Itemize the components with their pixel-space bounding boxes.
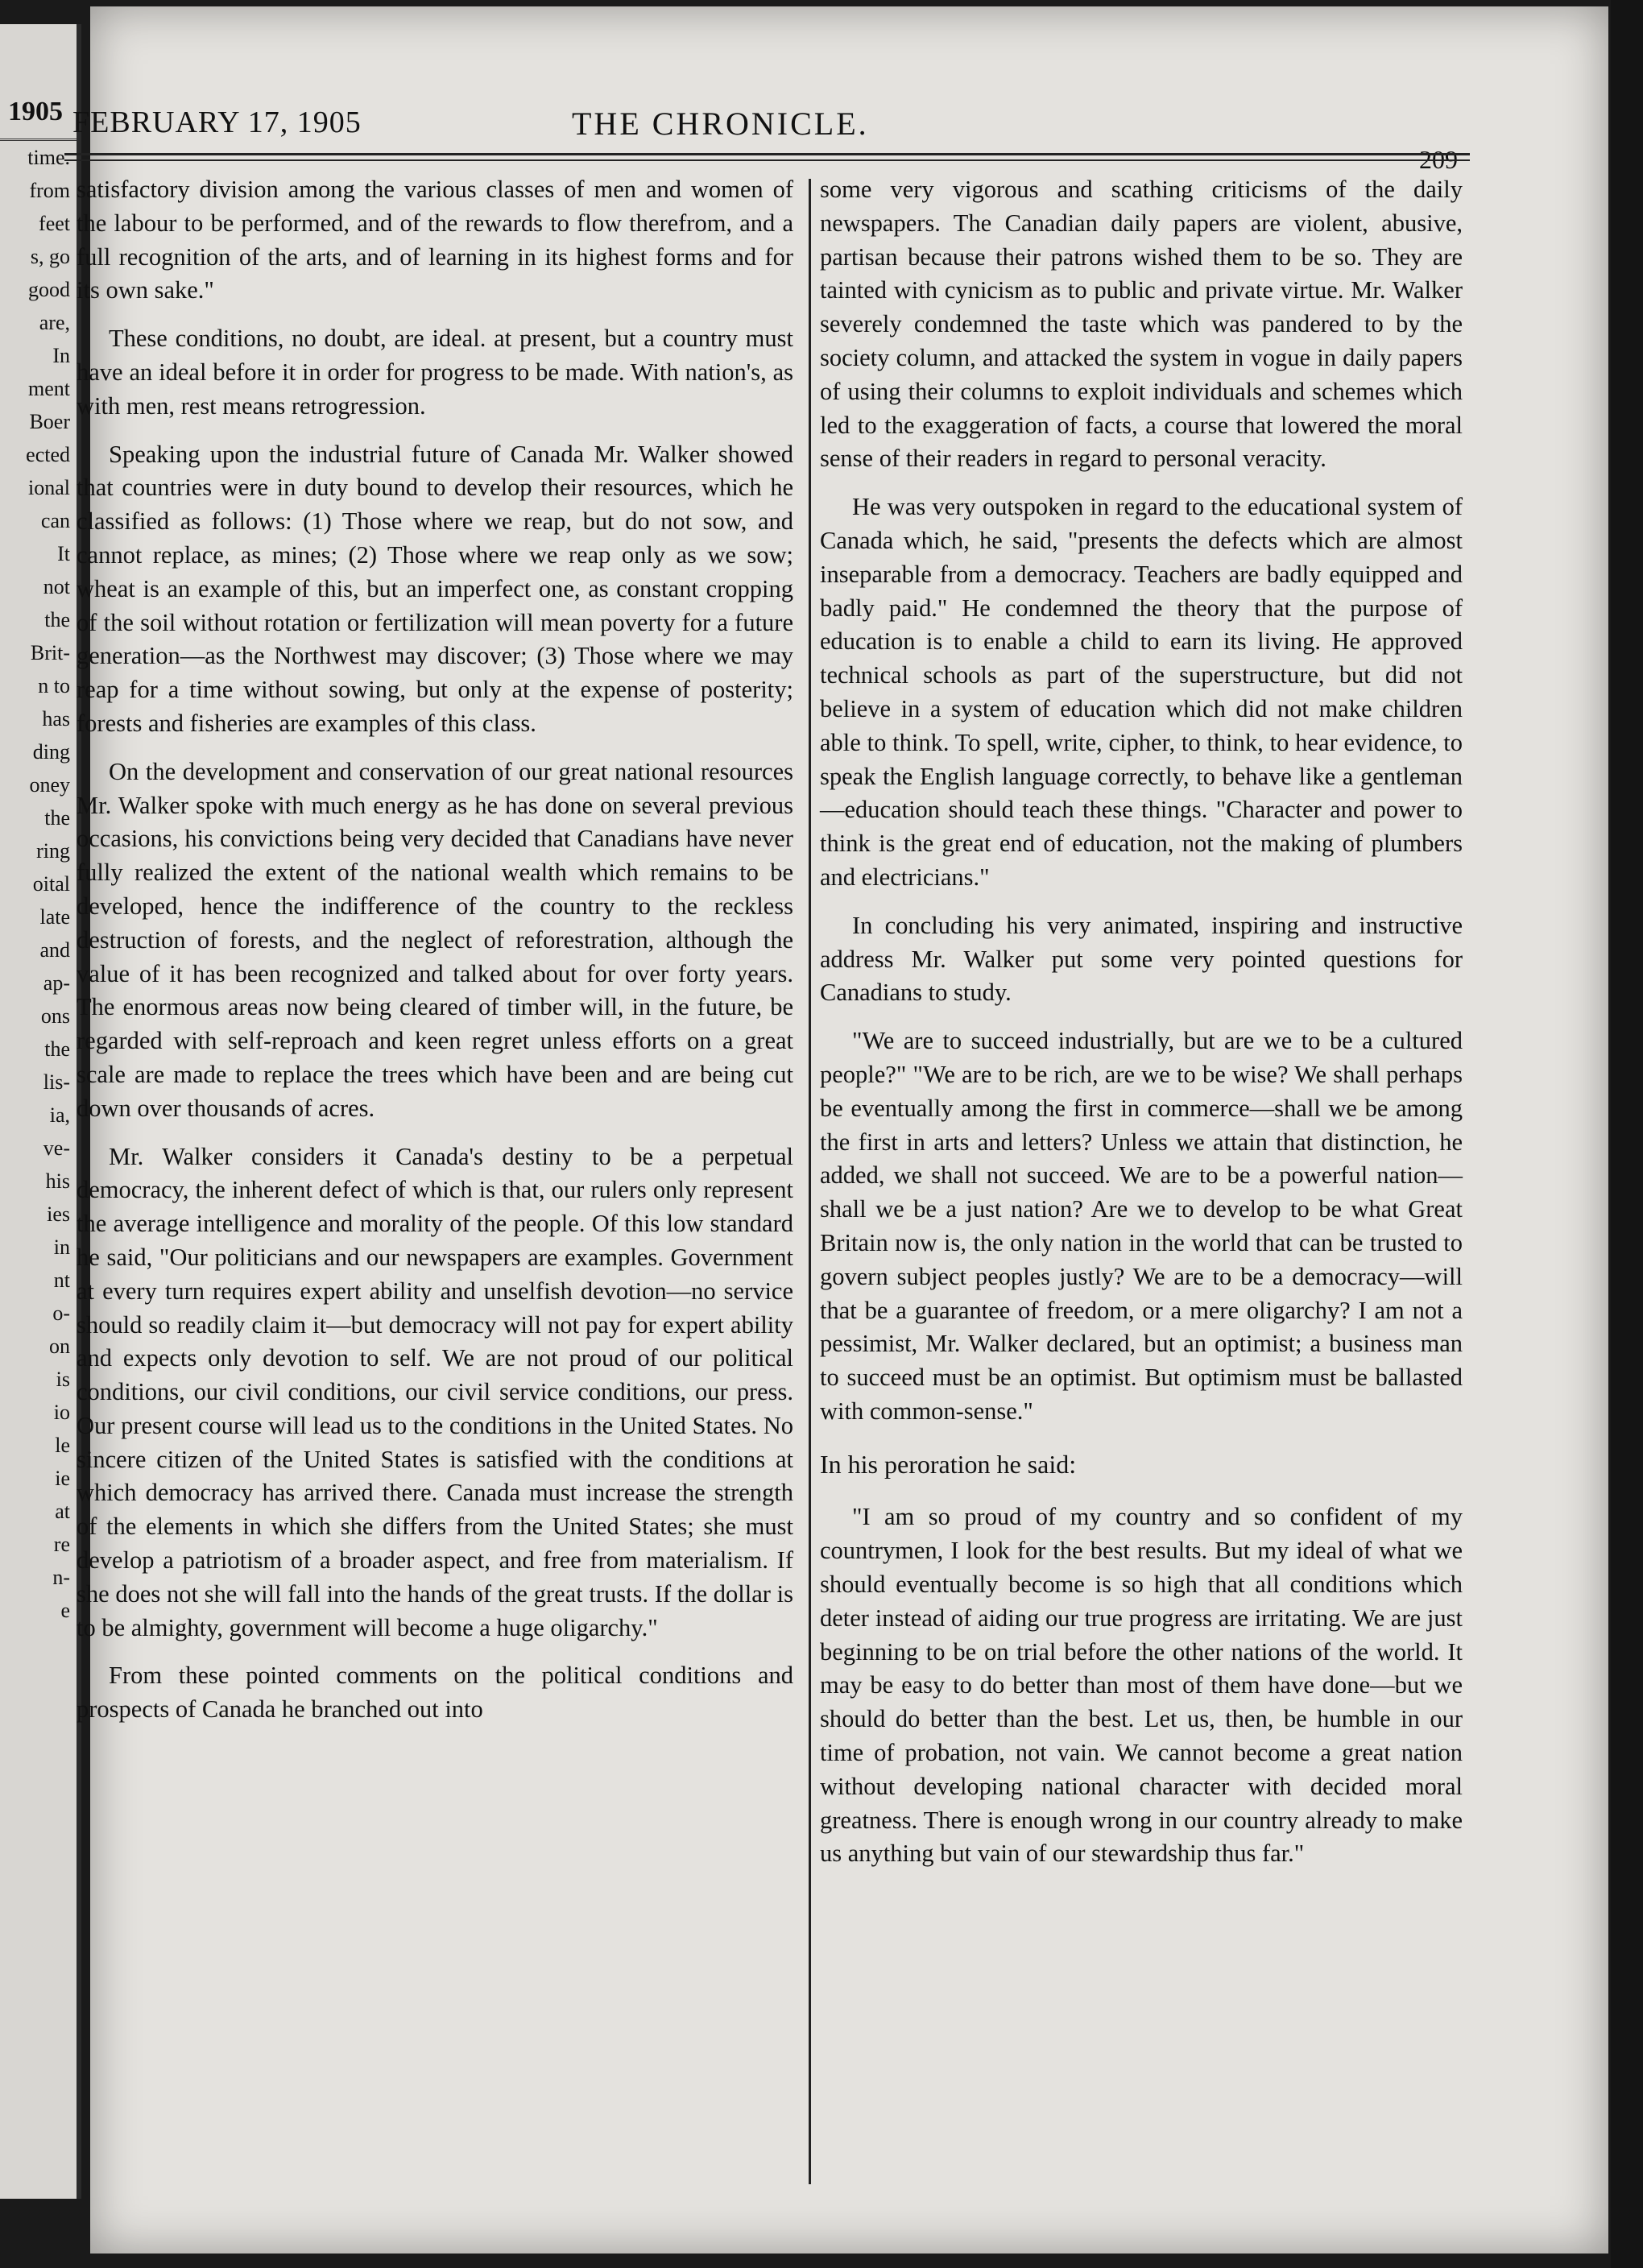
previous-page-fragment: good [28,278,70,301]
paragraph: satisfactory division among the various classes of men and women of the labour to be performed, and of the rewards to flow therefrom, and a full recognition of the arts, and of learning in its highest forms and for its own sake." [77,176,793,304]
previous-page-fragment: ected [26,443,70,466]
header-date: FEBRUARY 17, 1905 [72,106,362,139]
previous-page-fragment: o- [52,1302,70,1325]
previous-page-fragment: is [56,1368,70,1391]
previous-page-fragment: his [45,1169,70,1193]
previous-page-fragment: le [55,1434,70,1457]
section-heading: In his peroration he said: [820,1449,1077,1479]
previous-page-fragment: in [53,1235,70,1259]
left-column [77,173,793,1741]
page-header [72,105,1458,174]
previous-page-fragment: from [29,179,70,202]
previous-page-fragment: oney [29,773,70,797]
paragraph: In concluding his very animated, inspiring and instructive address Mr. Walker put some very pointed questions for Canadians to study. [820,911,1463,1007]
paragraph: From these pointed comments on the political conditions and prospects of Canada he branched out into [77,1662,793,1724]
previous-page-fragment: n to [38,674,70,697]
paragraph: On the development and conservation of our great national resources Mr. Walker spoke with much energy as he has done on several previous occasions, his convictions being very decided that Canadians have never fully realized the extent of the national wealth which remains to be developed, hence the indifference of the country to the reckless destruction of forests, and the neglect of reforestration, although the value of it has been recognized and talked about for over forty years. The enormous areas now being cleared of timber will, in the future, be regarded with self-reproach and keen regret unless efforts on a great scale are made to replace the trees which have been and are being cut down over thousands of acres. [77,757,793,1122]
previous-page-fragment: late [39,905,70,929]
previous-page-fragment: ding [32,740,70,764]
paragraph: "We are to succeed industrially, but are we to be a cultured people?" "We are to be rich, are we to be wise? We shall perhaps be eventually among the first in commerce—shall we be among the first in arts and letters? Unless we attain that distinction, he added, we shall not succeed. We are to be a powerful nation—shall we be a just nation? Are we to develop to be what Great Britain now is, the only nation in the world that can be trusted to govern subject peoples justly? We are to be a democracy—will that be a guarantee of freedom, or a mere oligarchy? I am not a pessimist, Mr. Walker declared, but an optimist; a business man to succeed must be an optimist. But optimism must be ballasted with common-sense." [820,1027,1463,1425]
previous-page-fragment: ap- [43,971,70,995]
previous-page-fragment: are, [39,311,70,334]
previous-page-fragment: on [49,1335,70,1358]
previous-page-fragment: It [57,542,70,565]
header-rule [64,153,1470,161]
paragraph: These conditions, no doubt, are ideal. at present, but a country must have an ideal before it in order for progress to be made. With nation's, as with men, rest means retrogression. [77,325,793,420]
previous-page-fragment: Boer [29,410,70,433]
previous-page-fragment: not [43,575,70,598]
previous-page-fragment: feet [39,212,70,235]
previous-page-fragment: at [55,1500,70,1523]
previous-page-fragment: ons [40,1004,70,1028]
previous-page-fragment: In [52,344,70,367]
previous-page-fragment: io [53,1401,70,1424]
previous-page-fragment: the [44,1037,70,1061]
previous-page-fragment: lis- [43,1070,70,1094]
previous-page-fragment: ment [28,377,70,400]
previous-page-fragment: Brit- [30,641,70,664]
previous-page-fragment: ve- [43,1136,70,1160]
previous-page-fragment: re [53,1533,70,1556]
previous-page-fragment: ie [55,1467,70,1490]
previous-page-fragment: and [39,938,70,962]
previous-page-fragment: ia, [49,1103,70,1127]
page-number: 209 [1419,145,1458,174]
paragraph: He was very outspoken in regard to the educational system of Canada which, he said, "presents the defects which are almost inseparable from a democracy. Teachers are badly equipped and badly paid." He condemned the theory that the purpose of education is to enable a child to earn its living. He approved technical schools as part of the superstructure, but did not believe in a system of education which did not make children able to think. To spell, write, cipher, to think, to hear evidence, to speak the English language correctly, to behave like a gentleman—education should teach these things. "Character and power to think is the great end of education, not the making of plumbers and electricians." [820,493,1463,891]
paragraph: Mr. Walker considers it Canada's destiny to be a perpetual democracy, the inherent defect of which is that, our rulers only represent the average intelligence and morality of the people. Of this low standard he said, "Our politicians and our newspapers are examples. Government at every turn requires expert ability and unselfish devotion—no service should so readily claim it—but democracy will not pay for expert ability and expects only devotion to self. We are not proud of our political conditions, our civil conditions, our civil service conditions, our press. Our present course will lead us to the conditions in the United States. No sincere citizen of the United States is satisfied with the conditions at which democracy has arrived there. Canada must increase the strength of the elements in which she differs from the United States; she must develop a patriotism of a broader aspect, and free from materialism. If she does not she will fall into the hands of the great trusts. If the dollar is to be almighty, government will become a huge oligarchy." [77,1142,793,1641]
previous-page-edge [0,24,81,2199]
paragraph: some very vigorous and scathing criticisms of the daily newspapers. The Canadian daily papers are violent, abusive, partisan because their patrons wished them to be so. They are tainted with cynicism as to public and private virtue. Mr. Walker severely condemned the taste which was pandered to by the society column, and attacked the system in vogue in daily papers of using their columns to exploit individuals and schemes which led to the exaggeration of facts, a course that lowered the moral sense of their readers in regard to personal veracity. [820,176,1463,473]
previous-page-fragment: nt [53,1269,70,1292]
binding-shadow [1611,0,1643,2268]
previous-page-fragment: e [60,1599,70,1622]
previous-page-fragment: time. [27,146,70,169]
previous-page-fragment: can [40,509,70,532]
publication-title: THE CHRONICLE. [572,106,869,142]
previous-page-fragment: ional [28,476,70,499]
previous-page-fragment: ies [47,1202,70,1226]
previous-page-fragment: s, go [30,245,70,268]
previous-page-fragments [0,141,77,1627]
previous-page-number: 1905 [0,24,77,141]
previous-page-fragment: oital [32,872,70,896]
previous-page-fragment: n- [52,1566,70,1589]
previous-page-fragment: ring [36,839,70,863]
previous-page-fragment: the [44,608,70,631]
paragraph: "I am so proud of my country and so confident of my countrymen, I look for the best results. But my ideal of what we should eventually become is so high that all conditions which deter instead of aiding our true progress are irritating. We are just beginning to be on trial before the other nations of the world. It may be easy to do better than most of them have done—but we should do better than the best. Let us, then, be humble in our time of probation, not vain. We cannot become a great nation without developing national character with decided moral greatness. There is enough wrong in our country already to make us anything but vain of our stewardship thus far." [820,1503,1463,1868]
right-column [820,173,1463,1885]
paragraph: Speaking upon the industrial future of Canada Mr. Walker showed that countries were in duty bound to develop their resources, which he classified as follows: (1) Those where we reap, but do not sow, and cannot replace, as mines; (2) Those where we reap only as we sow; wheat is an example of this, but an imperfect one, as constant cropping of the soil without rotation or fertilization will mean poverty for a future generation—as the Northwest may discover; (3) Those where we may reap for a time without sowing, but only at the expense of posterity; forests and fisheries are examples of this class. [77,440,793,737]
previous-page-fragment: has [42,707,70,730]
previous-page-fragment: the [44,806,70,830]
column-divider [809,179,811,2184]
